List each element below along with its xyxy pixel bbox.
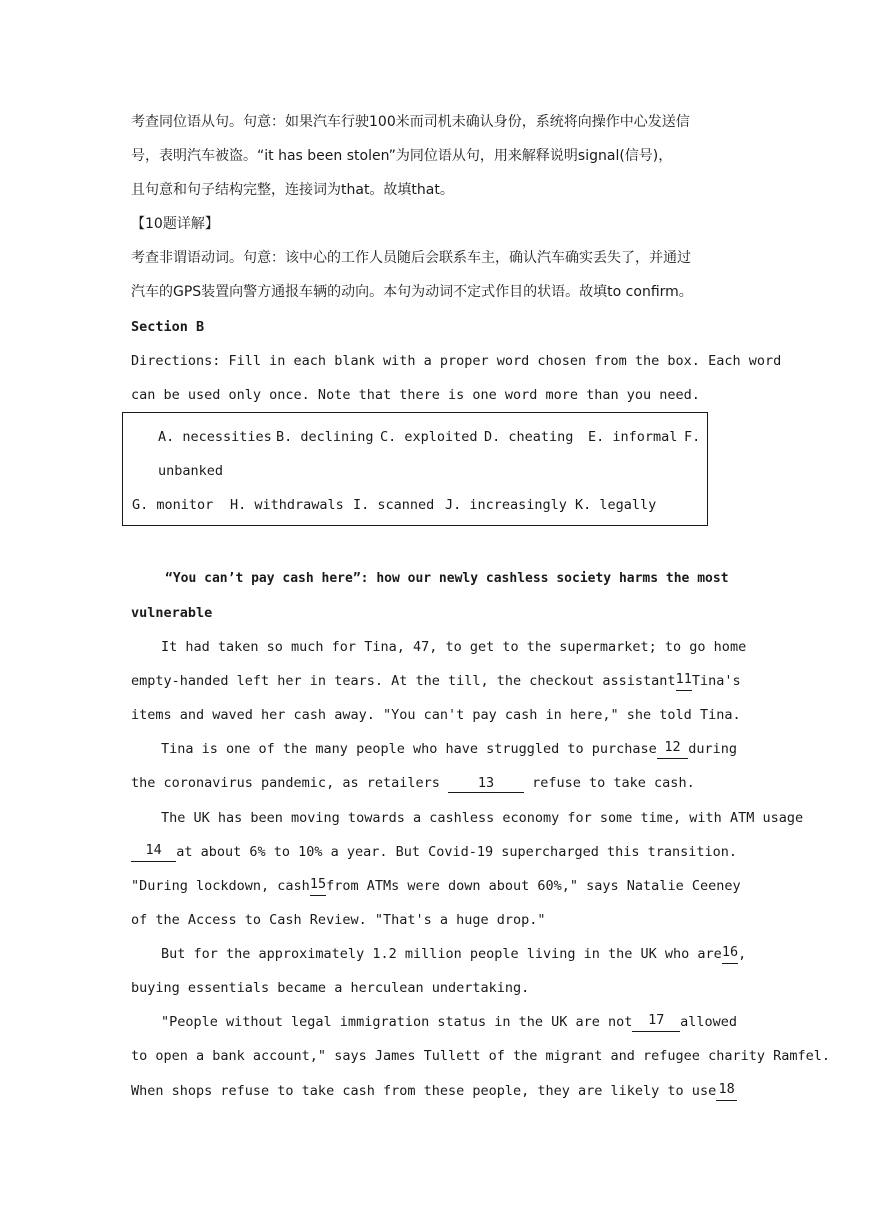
option-g: G. monitor — [132, 497, 214, 513]
section-title: Section B — [131, 319, 205, 335]
explanation-line: 号，表明汽车被盗。“it has been stolen”为同位语从句，用来解释说明signal(信号)， — [131, 148, 673, 164]
explanation-line: 考查同位语从句。句意：如果汽车行驶100米而司机未确认身份，系统将向操作中心发送信 — [131, 114, 690, 130]
passage-line — [161, 1012, 737, 1032]
passage-text: during — [688, 741, 737, 757]
passage-line — [131, 671, 741, 691]
blank-11[interactable]: 11 — [676, 671, 692, 691]
option-h: H. withdrawals — [230, 497, 344, 513]
passage-text: allowed — [680, 1014, 737, 1030]
passage-text: Tina is one of the many people who have struggled to purchase — [161, 741, 657, 757]
passage-text: "During lockdown, cash — [131, 878, 310, 894]
passage-text: But for the approximately 1.2 million people living in the UK who are — [161, 946, 722, 962]
passage-text: at about 6% to 10% a year. But Covid-19 supercharged this transition. — [176, 844, 737, 860]
passage-title: vulnerable — [131, 605, 213, 621]
option-c: C. exploited — [380, 429, 478, 445]
passage-title: “You can’t pay cash here”: how our newly cashless society harms the most — [165, 571, 729, 586]
passage-line: to open a bank account," says James Tullett of the migrant and refugee charity Ramfel. — [131, 1048, 830, 1064]
passage-text: refuse to take cash. — [532, 775, 695, 791]
passage-line — [161, 739, 737, 759]
option-j: J. increasingly — [445, 497, 567, 513]
explanation-line: 汽车的GPS装置向警方通报车辆的动向。本句为动词不定式作目的状语。故填to confirm。 — [131, 284, 693, 300]
blank-18[interactable]: 18 — [716, 1081, 737, 1101]
passage-line — [131, 1081, 737, 1101]
word-box — [122, 412, 708, 526]
explanation-line: 考查非谓语动词。句意：该中心的工作人员随后会联系车主，确认汽车确实丢失了，并通过 — [131, 250, 691, 266]
passage-text: Tina's — [691, 673, 741, 689]
passage-text: , — [738, 946, 747, 962]
option-d: D. cheating — [484, 429, 574, 445]
blank-13[interactable]: 13 — [448, 775, 524, 793]
passage-line — [131, 842, 737, 862]
passage-line: items and waved her cash away. "You can't pay cash in here," she told Tina. — [131, 707, 741, 723]
blank-15[interactable]: 15 — [310, 876, 326, 896]
option-k: K. legally — [575, 497, 657, 513]
directions-line: can be used only once. Note that there is one word more than you need. — [131, 387, 700, 403]
option-b: B. declining — [276, 429, 374, 445]
passage-text: "People without legal immigration status in the UK are not — [161, 1014, 633, 1030]
directions-line: Directions: Fill in each blank with a proper word chosen from the box. Each word — [131, 353, 782, 369]
blank-14[interactable]: 14 — [131, 842, 176, 862]
option-e: E. informal — [588, 429, 678, 445]
passage-line: of the Access to Cash Review. "That's a huge drop." — [131, 912, 546, 928]
option-f-word: unbanked — [158, 463, 224, 479]
option-a: A. necessities — [158, 429, 272, 445]
q10-heading: 【10题详解】 — [131, 216, 219, 232]
passage-line: It had taken so much for Tina, 47, to get to the supermarket; to go home — [161, 639, 747, 655]
passage-text: the coronavirus pandemic, as retailers — [131, 775, 440, 791]
passage-text: from ATMs were down about 60%," says Natalie Ceeney — [326, 878, 741, 894]
explanation-line: 且句意和句子结构完整，连接词为that。故填that。 — [131, 182, 454, 198]
option-f: F. — [684, 429, 701, 445]
passage-line: The UK has been moving towards a cashless economy for some time, with ATM usage — [161, 810, 804, 826]
option-i: I. scanned — [353, 497, 435, 513]
passage-text: When shops refuse to take cash from these people, they are likely to use — [131, 1083, 717, 1099]
passage-line — [131, 773, 737, 793]
passage-line — [161, 944, 747, 964]
passage-line: buying essentials became a herculean undertaking. — [131, 980, 530, 996]
blank-17[interactable]: 17 — [632, 1012, 680, 1032]
passage-line — [131, 876, 741, 896]
blank-12[interactable]: 12 — [657, 739, 688, 759]
blank-16[interactable]: 16 — [722, 944, 738, 964]
passage-text: empty-handed left her in tears. At the till, the checkout assistant — [131, 673, 676, 689]
